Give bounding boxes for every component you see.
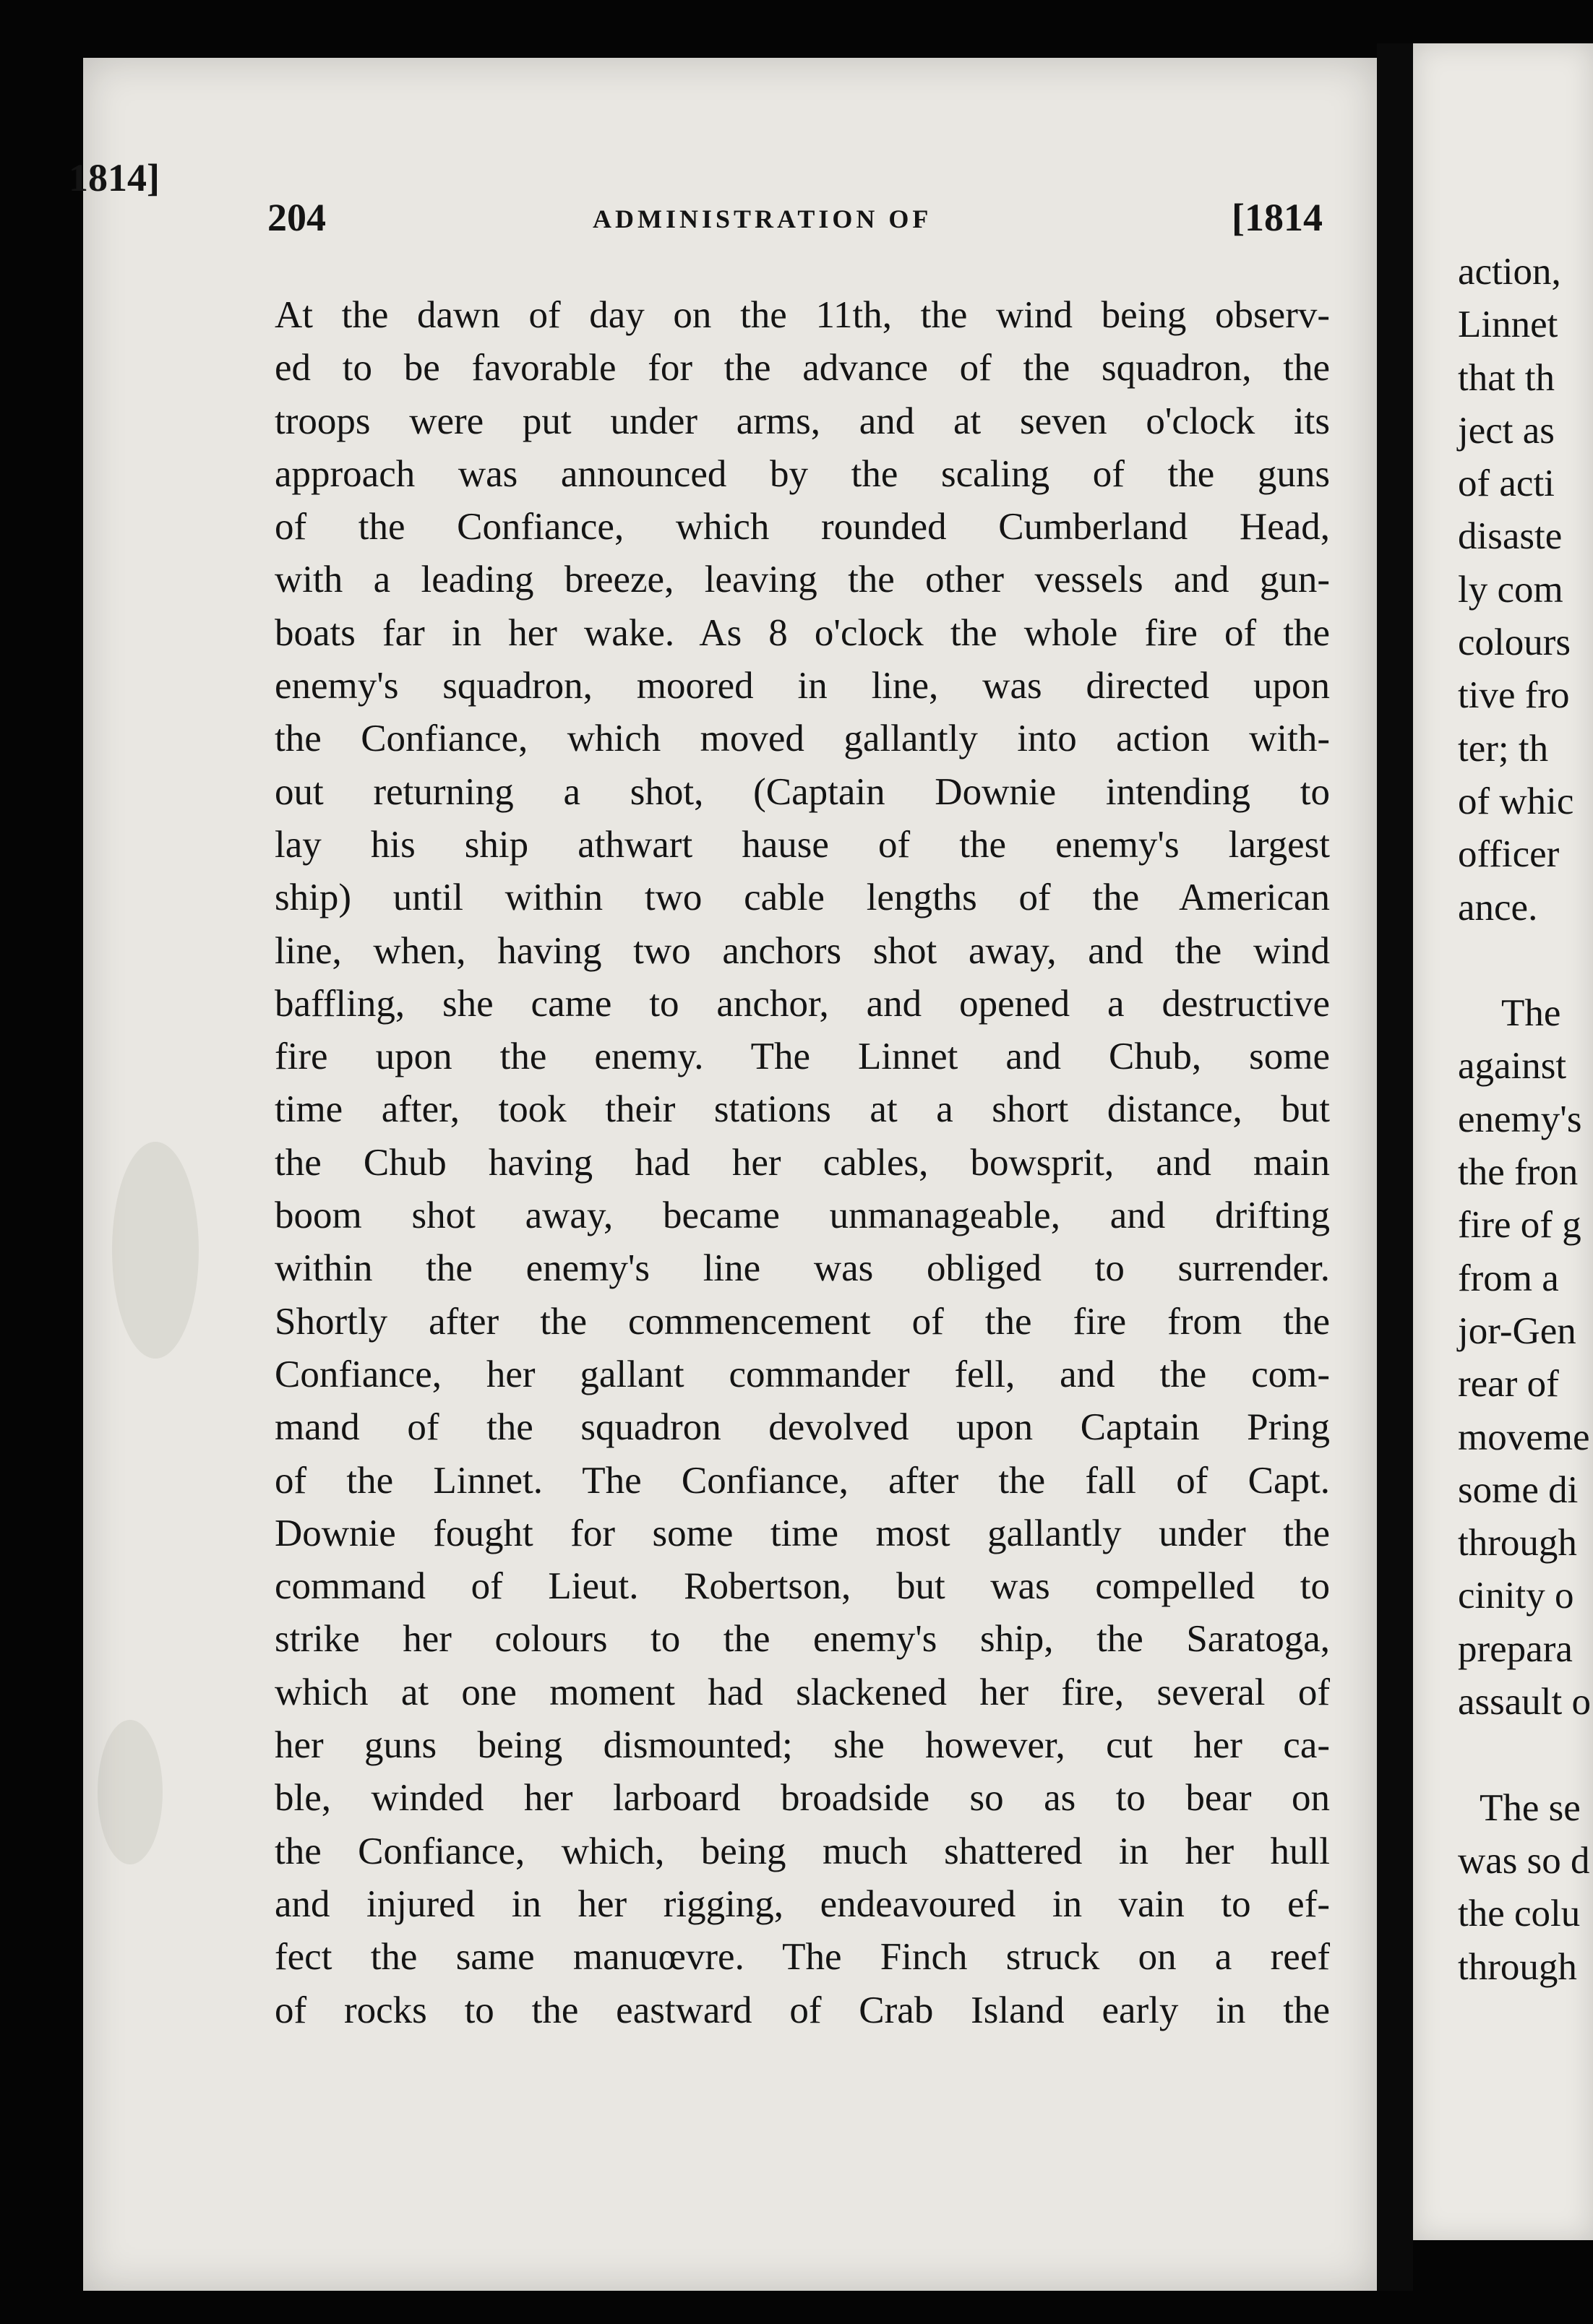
text-line: Confiance, her gallant commander fell, and the com-	[275, 1353, 1330, 1395]
text-line: fect the same manuœvre. The Finch struck on a reef	[275, 1936, 1330, 1979]
text-line: with a leading breeze, leaving the other vessels and gun-	[275, 559, 1330, 601]
text-line: ject as	[1458, 409, 1555, 452]
text-line: disaste	[1458, 515, 1563, 558]
text-line: ed to be favorable for the advance of the squadron, the	[275, 347, 1330, 390]
right-page-body	[1458, 246, 1593, 1994]
text-line: from a	[1458, 1257, 1559, 1299]
text-line: Linnet	[1458, 304, 1558, 346]
text-line: tive fro	[1458, 674, 1570, 717]
text-line: At the dawn of day on the 11th, the wind being observ-	[275, 294, 1330, 336]
text-line: ly com	[1458, 568, 1563, 611]
text-line: was so d	[1458, 1839, 1590, 1882]
text-line: ble, winded her larboard broadside so as to bear on	[275, 1777, 1330, 1820]
text-line: ter; th	[1458, 727, 1549, 770]
text-line: the Confiance, which moved gallantly into action with-	[275, 718, 1330, 760]
text-line: through	[1458, 1522, 1577, 1565]
text-line: lay his ship athwart hause of the enemy's largest	[275, 823, 1330, 866]
text-line: rear of	[1458, 1363, 1559, 1406]
text-line: her guns being dismounted; she however, cut her ca-	[275, 1724, 1330, 1767]
text-line: jor-Gen	[1458, 1309, 1576, 1352]
header-year: [1814	[1232, 196, 1323, 239]
paragraph-gap	[1458, 1729, 1593, 1781]
text-line: line, when, having two anchors shot away, and the wind	[275, 929, 1330, 972]
text-line: action,	[1458, 251, 1561, 293]
text-line: the fron	[1458, 1151, 1579, 1194]
text-line: ance.	[1458, 886, 1538, 929]
text-line: the colu	[1458, 1893, 1581, 1935]
text-line: moveme	[1458, 1416, 1590, 1458]
text-line: strike her colours to the enemy's ship, the Saratoga,	[275, 1618, 1330, 1661]
text-line: of rocks to the eastward of Crab Island early in the	[275, 1989, 1330, 2031]
text-line: cinity o	[1458, 1575, 1574, 1617]
text-line: prepara	[1458, 1627, 1573, 1670]
text-line: enemy's	[1458, 1098, 1582, 1140]
text-line: Shortly after the commencement of the fire from the	[275, 1300, 1330, 1343]
text-line: of the Confiance, which rounded Cumberland Head,	[275, 506, 1330, 548]
text-line: boom shot away, became unmanageable, and drifting	[275, 1195, 1330, 1237]
text-line: Downie fought for some time most gallantly under the	[275, 1512, 1330, 1554]
page-number: 204	[267, 196, 326, 239]
text-line: baffling, she came to anchor, and opened a destructive	[275, 982, 1330, 1025]
text-line: The se	[1480, 1786, 1581, 1829]
book-gutter	[1377, 43, 1413, 2291]
text-line: of the Linnet. The Confiance, after the fall of Capt.	[275, 1459, 1330, 1502]
text-line: through	[1458, 1945, 1577, 1988]
page-stain	[112, 1142, 199, 1359]
text-line: of whic	[1458, 780, 1574, 822]
text-line: of acti	[1458, 462, 1555, 505]
text-line: enemy's squadron, moored in line, was directed upon	[275, 665, 1330, 707]
paragraph-gap	[1458, 934, 1593, 987]
text-line: The	[1501, 992, 1561, 1035]
text-line: some di	[1458, 1468, 1579, 1511]
text-line: the Chub having had her cables, bowsprit, and main	[275, 1141, 1330, 1184]
text-line: the Confiance, which, being much shattered in her hull	[275, 1830, 1330, 1872]
text-line: ship) until within two cable lengths of the American	[275, 877, 1330, 919]
text-line: colours	[1458, 621, 1571, 664]
text-line: officer	[1458, 833, 1560, 876]
text-line: boats far in her wake. As 8 o'clock the whole fire of the	[275, 611, 1330, 654]
text-line: which at one moment had slackened her fire, several of	[275, 1671, 1330, 1713]
text-line: fire upon the enemy. The Linnet and Chub, some	[275, 1036, 1330, 1078]
text-line: troops were put under arms, and at seven o'clock its	[275, 400, 1330, 442]
text-line: and injured in her rigging, endeavoured in vain to ef-	[275, 1882, 1330, 1925]
text-line: approach was announced by the scaling of the guns	[275, 452, 1330, 495]
text-line: fire of g	[1458, 1204, 1581, 1247]
text-line: that th	[1458, 356, 1555, 399]
text-line: time after, took their stations at a short distance, but	[275, 1088, 1330, 1131]
text-line: assault o	[1458, 1681, 1591, 1723]
text-line: within the enemy's line was obliged to surrender.	[275, 1247, 1330, 1290]
left-page-header	[267, 195, 1323, 246]
right-page-header-year: 1814]	[69, 156, 160, 199]
running-head: ADMINISTRATION OF	[593, 205, 932, 233]
left-page-body	[275, 289, 1330, 2037]
text-line: command of Lieut. Robertson, but was compelled to	[275, 1565, 1330, 1608]
text-line: against	[1458, 1045, 1567, 1088]
text-line: out returning a shot, (Captain Downie intending to	[275, 770, 1330, 813]
text-line: mand of the squadron devolved upon Captain Pring	[275, 1406, 1330, 1449]
page-stain	[98, 1720, 163, 1864]
